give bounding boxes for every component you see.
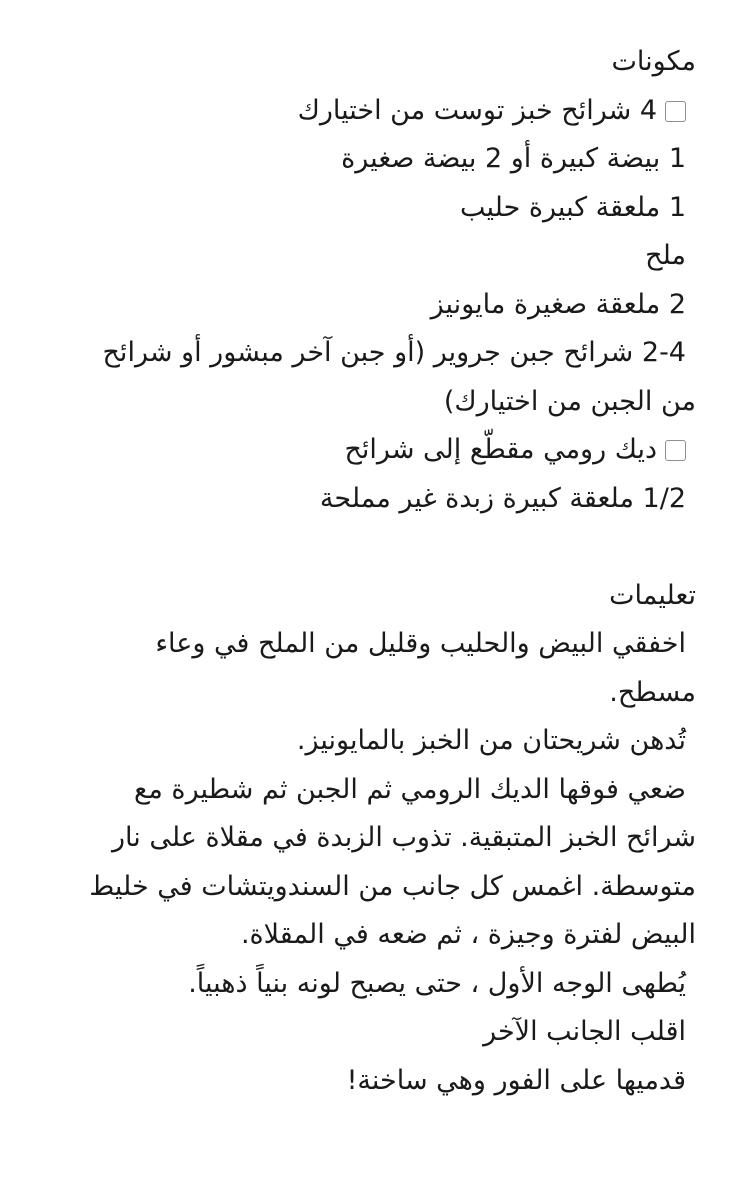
blank-line — [34, 523, 696, 572]
ingredient-text: 4 شرائح خبز توست من اختيارك — [297, 94, 657, 126]
instruction-line: ضعي فوقها الديك الرومي ثم الجبن ثم شطيرة مع — [134, 773, 686, 805]
instruction-line: اقلب الجانب الآخر — [483, 1016, 686, 1047]
instruction-line: تُدهن شريحتان من الخبز بالمايونيز. — [296, 725, 686, 756]
instruction-line: يُطهى الوجه الأول ، حتى يصبح لونه بنياً ذهبياً. — [188, 967, 686, 999]
instructions-heading: تعليمات — [609, 579, 696, 611]
ingredient-line: ملح — [645, 240, 686, 271]
ingredient-line: 1 ملعقة كبيرة حليب — [460, 191, 686, 223]
instruction-line: متوسطة. اغمس كل جانب من السندويتشات في خليط — [89, 870, 696, 902]
instruction-line: شرائح الخبز المتبقية. تذوب الزبدة في مقلاة على نار — [111, 822, 696, 853]
instruction-line: البيض لفترة وجيزة ، ثم ضعه في المقلاة. — [240, 919, 696, 950]
checkbox[interactable] — [665, 440, 686, 461]
note-body[interactable] — [34, 38, 696, 1105]
ingredient-line: 1 بيضة كبيرة أو 2 بيضة صغيرة — [341, 143, 686, 174]
instruction-line: مسطح. — [609, 676, 696, 708]
ingredient-line: من الجبن من اختيارك) — [443, 385, 696, 417]
ingredient-line: 1/2 ملعقة كبيرة زبدة غير مملحة — [319, 482, 686, 514]
ingredient-line: 2-4 شرائح جبن جروير (أو جبن آخر مبشور أو شرائح — [102, 337, 686, 368]
instruction-line: اخفقي البيض والحليب وقليل من الملح في وعاء — [155, 628, 686, 659]
ingredients-heading: مكونات — [611, 46, 696, 77]
ingredient-text: ديك رومي مقطّع إلى شرائح — [344, 434, 657, 465]
checkbox[interactable] — [665, 101, 686, 122]
ingredient-line — [34, 426, 696, 475]
instruction-line: قدميها على الفور وهي ساخنة! — [346, 1064, 686, 1096]
ingredient-line: 2 ملعقة صغيرة مايونيز — [430, 288, 686, 320]
ingredient-line — [34, 87, 696, 136]
